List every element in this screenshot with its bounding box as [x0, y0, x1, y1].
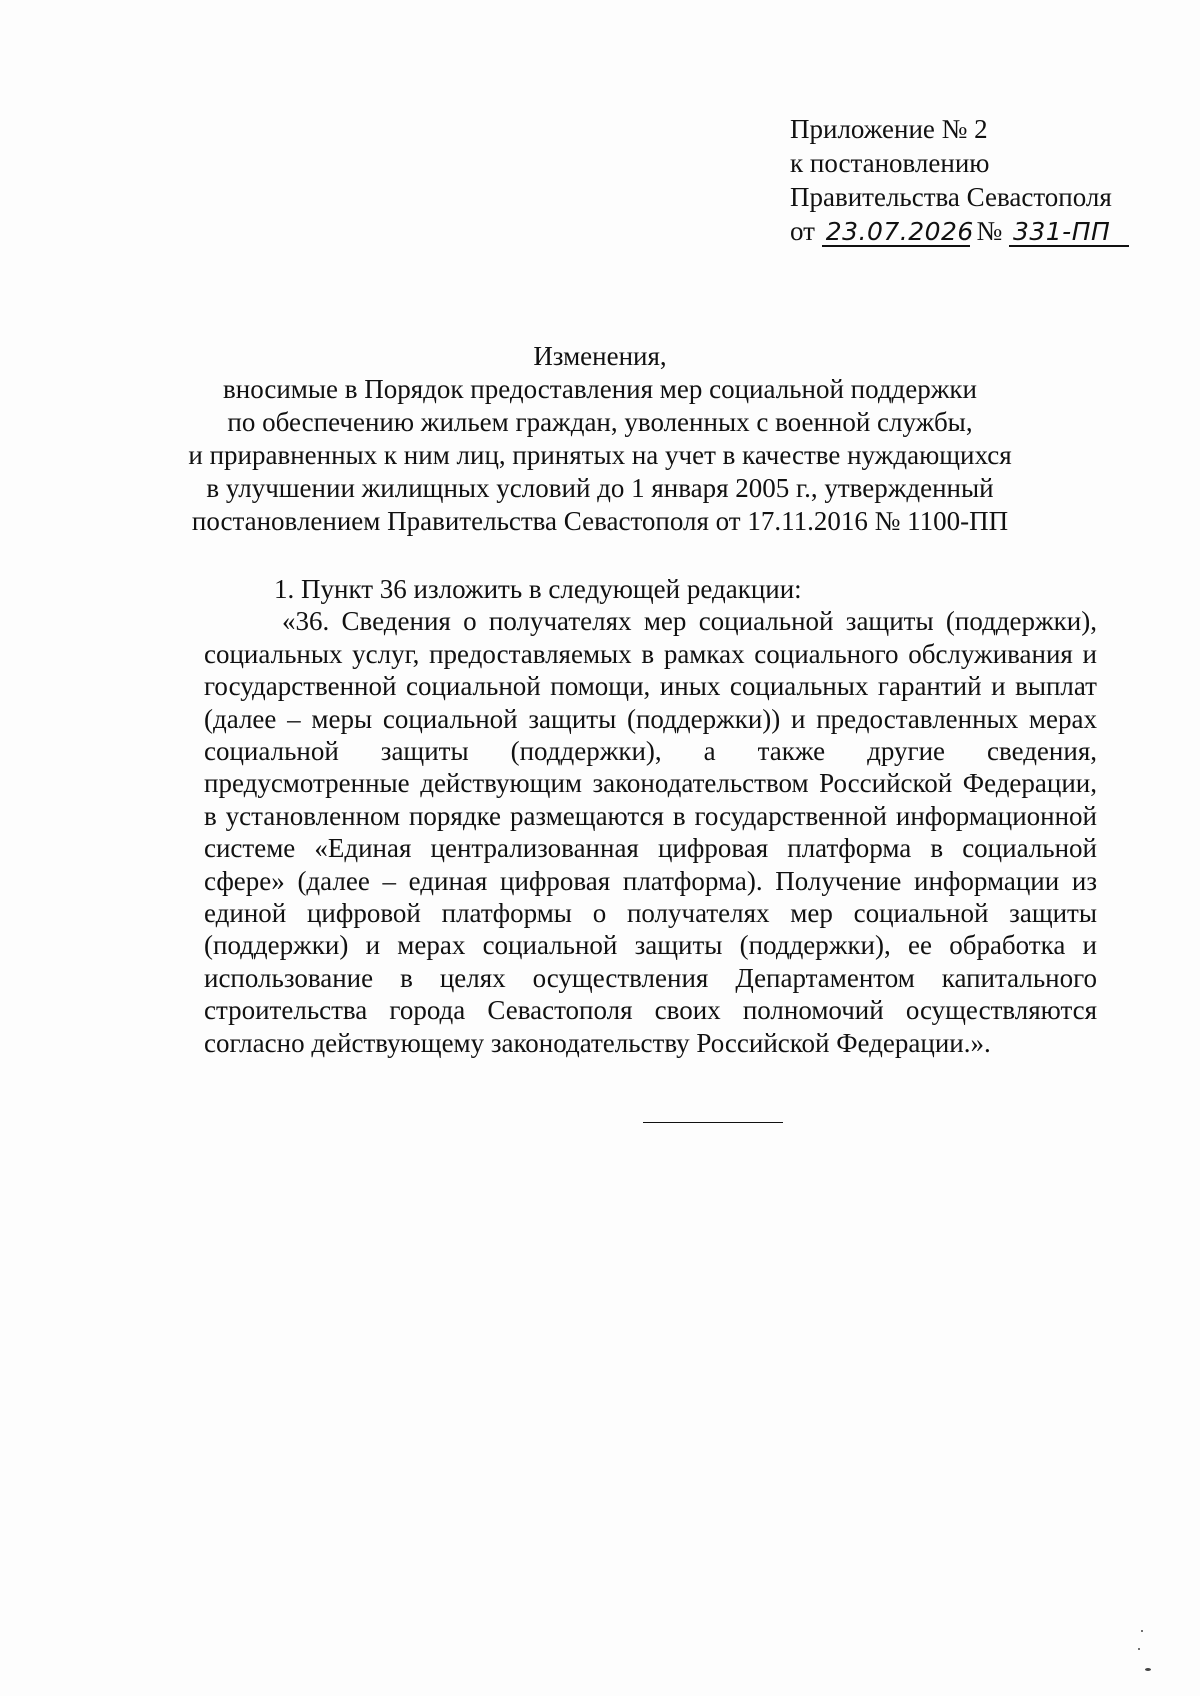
annex-number-label: №: [976, 216, 1003, 246]
document-title: [100, 340, 1100, 538]
item-1-text: 1. Пункт 36 изложить в следующей редакции:: [274, 574, 802, 604]
annex-line-3: Правительства Севастополя: [790, 182, 1112, 212]
annex-block: [790, 112, 1190, 248]
title-line: в улучшении жилищных условий до 1 января 2005 г., утвержденный: [206, 473, 994, 503]
closing-rule: [643, 1122, 783, 1123]
annex-from-label: от: [790, 216, 815, 246]
scan-speck: [1145, 1668, 1151, 1671]
annex-line-4: [790, 214, 1190, 248]
annex-line-1: Приложение № 2: [790, 114, 988, 144]
title-heading: Изменения,: [533, 341, 667, 371]
title-line: по обеспечению жильем граждан, уволенных с военной службы,: [227, 407, 973, 437]
document-body: [204, 573, 1097, 1059]
scan-speck: [1141, 1630, 1143, 1632]
quoted-paragraph-36: «36. Сведения о получателях мер социальной защиты (поддержки), социальных услуг, предоставляемых в рамках социального обслуживания и государственной социальной помощи, иных социальных гарантий и выплат (далее – меры социальной защиты (поддержки)) и предоставленных мерах социальной защиты (поддержки), а также другие сведения, предусмотренные действующим законодательством Российской Федерации, в установленном порядке размещаются в государственной информационной системе «Единая централизованная цифровая платформа в социальной сфере» (далее – единая цифровая платформа). Получение информации из единой цифровой платформы о получателях мер социальной защиты (поддержки) и мерах социальной защиты (поддержки), ее обработка и использование в целях осуществления Департаментом капитального строительства города Севастополя своих полномочий осуществляются согласно действующему законодательству Российской Федерации.».: [204, 606, 1097, 1058]
handwritten-date: 23.07.2026: [822, 219, 970, 247]
annex-line-2: к постановлению: [790, 148, 990, 178]
title-line: и приравненных к ним лиц, принятых на учет в качестве нуждающихся: [188, 440, 1012, 470]
title-line: постановлением Правительства Севастополя от 17.11.2016 № 1100-ПП: [191, 506, 1009, 536]
scan-speck: [1138, 1648, 1140, 1650]
title-line: вносимые в Порядок предоставления мер социальной поддержки: [223, 374, 977, 404]
handwritten-number: 331-ПП: [1009, 219, 1129, 247]
